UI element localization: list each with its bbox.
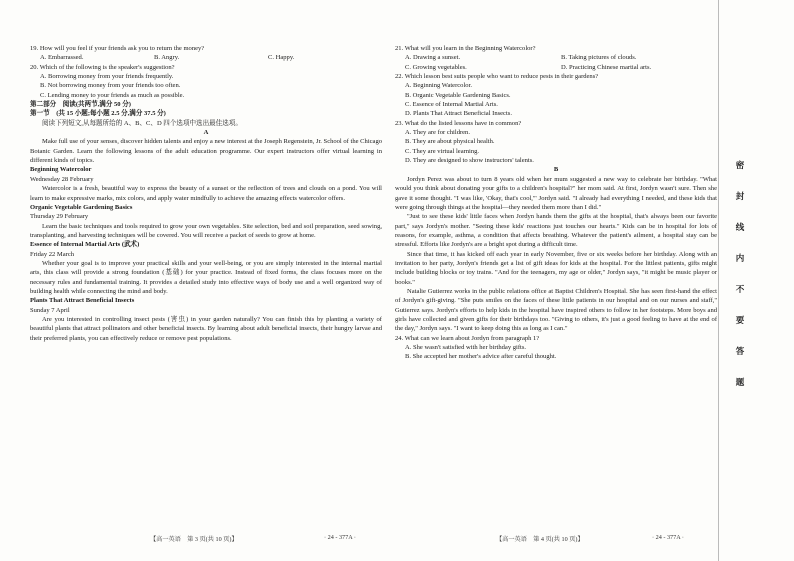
passage-a-label: A bbox=[203, 129, 209, 137]
q23-option-c: C. They are virtual learning. bbox=[405, 147, 480, 155]
q20-option-b: B. Not borrowing money from your friends too often. bbox=[40, 82, 181, 90]
passage-b-paragraph-2: "Just to see these kids' little faces when Jordyn hands them the gifts at the hospital, that's always been our favorite part," says Jordyn's mother. "Seeing these kids' reactions just touches our hearts." Kids can be in hospital for lots of reasons, for example, asthma, a condition that affects breathing. Whatever the patient's ailment, a hospital stay can be stressful. Efforts like Jordyn's are a bright spot during a difficult time. bbox=[395, 213, 717, 249]
q23-option-b: B. They are about physical health. bbox=[405, 138, 495, 146]
passage-b-paragraph-3: Since that time, it has kicked off each year in early November, five or six weeks before her birthday. Along with an invitation to her party, Jordyn's friends get a list of gift ideas for kids at the hospital. For the littlest patients, gifts might include building blocks or toy trains. "And for the teenagers, my age or older," Jordyn says, "it might be music player or books." bbox=[395, 250, 717, 286]
seal-char: 题 bbox=[735, 377, 745, 387]
right-page-code bbox=[652, 534, 684, 541]
left-page-number: 【高一英语 第 3 页(共 10 页)】 bbox=[150, 536, 238, 543]
passage-b-label: B bbox=[553, 166, 559, 174]
q19: 19. How will you feel if your friends ask you to return the money? bbox=[30, 45, 205, 52]
q23-option-a: A. They are for children. bbox=[405, 129, 470, 137]
q21: 21. What will you learn in the Beginning Watercolor? bbox=[395, 45, 536, 52]
course-3-date: Friday 22 March bbox=[30, 250, 74, 258]
binding-line bbox=[718, 0, 719, 561]
course-4-text: Are you interested in controlling insect pests (害虫) in your garden naturally? You can finish this by planting a variety of beautiful plants that attract pollinators and other beneficial insects. By learning about adult beneficial insects, their hungry larvae and their preferred plants, you can effectively reduce or remove pest populations. bbox=[30, 315, 382, 342]
seal-char: 答 bbox=[735, 346, 745, 356]
course-2-text: Learn the basic techniques and tools required to grow your own vegetables. Site selection, bed and soil preparation, seed sowing, transplanting, and harvesting techniques will be covered. You will receive a packet of seeds to grow at home. bbox=[30, 222, 382, 239]
seal-char: 要 bbox=[735, 315, 745, 325]
q19-options bbox=[30, 53, 382, 62]
q19-option-b: B. Angry. bbox=[154, 54, 180, 62]
right-page-number: 【高一英语 第 4 页(共 10 页)】 bbox=[496, 536, 584, 543]
q22: 22. Which lesson best suits people who want to reduce pests in their gardens? bbox=[395, 73, 599, 81]
q19-option-c: C. Happy. bbox=[268, 54, 295, 62]
q23-option-d: D. They are designed to show instructors' talents. bbox=[405, 157, 534, 165]
right-page-code-text: · 24 - 377A · bbox=[652, 534, 684, 541]
course-4-date: Sunday 7 April bbox=[30, 306, 70, 314]
instructions: 阅读下列短文,从每题所给的 A、B、C、D 四个选项中选出最佳选项。 bbox=[42, 119, 242, 127]
q22-option-b: B. Organic Vegetable Gardening Basics. bbox=[405, 91, 511, 99]
passage-b-paragraph-1: Jordyn Perez was about to turn 8 years old when her mum suggested a new way to celebrate her birthday. "What would you think about donating your gifts to a children's hospital?" her mom said. At first, Jordyn wasn't sure. Then she gave it some thought. "I was like, 'Okay, that's cool,'" Jordyn said. "I already had everything I needed, and these kids that were going through things at the hospital—they needed them more than I did." bbox=[395, 175, 717, 211]
left-column bbox=[30, 44, 382, 343]
q24-option-b: B. She accepted her mother's advice after careful thought. bbox=[405, 353, 557, 361]
course-2-title: Organic Vegetable Gardening Basics bbox=[30, 203, 133, 211]
q21-option-b: B. Taking pictures of clouds. bbox=[561, 54, 637, 62]
seal-char: 密 bbox=[735, 160, 745, 170]
course-2-date: Thursday 29 February bbox=[30, 213, 89, 221]
course-1-title: Beginning Watercolor bbox=[30, 166, 92, 174]
left-page-code bbox=[324, 534, 356, 541]
left-page-footer bbox=[150, 534, 238, 543]
course-4-title: Plants That Attract Beneficial Insects bbox=[30, 297, 135, 305]
q19-option-a: A. Embarrassed. bbox=[40, 54, 84, 62]
course-3-title: Essence of Internal Martial Arts (武术) bbox=[30, 241, 140, 249]
passage-a-intro: Make full use of your senses, discover hidden talents and enjoy a new interest at the Joseph Regenstein, Jr. School of the Chicago Botanic Garden. Learn the following lessons of the adult education programme. Our expert instructors offer virtual learning in different kinds of topics. bbox=[30, 138, 382, 165]
right-page-footer bbox=[496, 534, 584, 543]
course-1-date: Wednesday 28 February bbox=[30, 175, 94, 183]
seal-char: 不 bbox=[735, 284, 745, 294]
q22-option-d: D. Plants That Attract Beneficial Insects. bbox=[405, 110, 512, 118]
seal-line-notice bbox=[733, 150, 747, 398]
q24-option-a: A. She wasn't satisfied with her birthday gifts. bbox=[405, 344, 527, 351]
q22-option-c: C. Essence of Internal Martial Arts. bbox=[405, 101, 498, 109]
right-column bbox=[395, 44, 717, 362]
q23: 23. What do the listed lessons have in common? bbox=[395, 119, 522, 127]
q24: 24. What can we learn about Jordyn from paragraph 1? bbox=[395, 334, 540, 342]
q22-option-a: A. Beginning Watercolor. bbox=[405, 82, 472, 90]
course-1-text: Watercolor is a fresh, beautiful way to express the beauty of a sunset or the reflection of trees and clouds on a pond. You will learn to make expressive marks, mix colors, and apply water mindfully to achieve the amazing effects watercolor offers. bbox=[30, 185, 382, 202]
q20-option-a: A. Borrowing money from your friends frequently. bbox=[40, 73, 174, 81]
q20: 20. Which of the following is the speaker's suggestion? bbox=[30, 63, 175, 71]
seal-char: 内 bbox=[735, 253, 745, 263]
q21-options-row1 bbox=[395, 53, 717, 62]
seal-char: 封 bbox=[735, 191, 745, 201]
q20-option-c: C. Lending money to your friends as much as possible. bbox=[40, 91, 185, 99]
q21-options-row2 bbox=[395, 63, 717, 72]
course-3-text: Whether your goal is to improve your practical skills and your well-being, or you are simply interested in the internal martial arts, this class will provide a strong foundation (基础) for your practice. Instead of fixed forms, the class focuses more on the necessary rules and fundamental training. It provides a detailed study into effective ways of body use and a well organized way of building health while connecting the mind and body. bbox=[30, 259, 382, 295]
q21-option-a: A. Drawing a sunset. bbox=[405, 54, 461, 62]
seal-char: 线 bbox=[735, 222, 745, 232]
q21-option-c: C. Growing vegetables. bbox=[405, 63, 467, 71]
passage-b-paragraph-4: Natalie Gutierrez works in the public relations office at Baptist Children's Hospital. She has seen first-hand the effect of Jordyn's gift-giving. "She puts smiles on the faces of these little patients in our hospital and on our nurses and staff," Gutierrez says. Jordyn's efforts to help kids in the hospital have inspired others to follow in her footsteps. More boys and girls have collected and given gifts for their birthdays too. "Giving to others, it's just a good feeling to have at the end of the day," Jordyn says. "I want to keep doing this as long as I can." bbox=[395, 287, 717, 333]
q21-option-d: D. Practicing Chinese martial arts. bbox=[561, 63, 652, 71]
left-page-code-text: · 24 - 377A · bbox=[324, 534, 356, 541]
part-two-heading: 第二部分 阅读(共两节,满分 50 分) bbox=[30, 101, 131, 109]
section-one-heading: 第一节 (共 15 小题;每小题 2.5 分,满分 37.5 分) bbox=[30, 110, 166, 118]
